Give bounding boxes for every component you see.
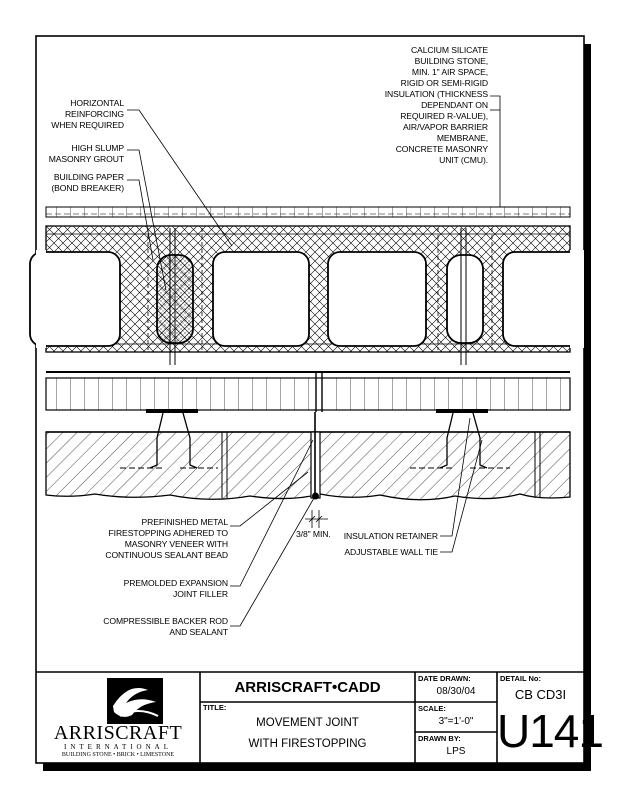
note-horizontal-reinforcing: HORIZONTAL REINFORCING WHEN REQUIRED <box>51 98 124 130</box>
drawing-title-line2: WITH FIRESTOPPING <box>248 738 367 750</box>
logo-tagline: BUILDING STONE • BRICK • LIMESTONE <box>61 752 175 758</box>
logo-wordmark: ARRISCRAFT <box>53 722 183 744</box>
dimension-joint-width: 3/8" MIN. <box>296 529 331 539</box>
detail-label: DETAIL No: <box>500 674 541 683</box>
detail-code: CB CD3I <box>514 687 567 702</box>
drawing-title-line1: MOVEMENT JOINT <box>256 717 359 729</box>
logo-subtitle: INTERNATIONAL <box>64 743 172 751</box>
note-firestopping: PREFINISHED METAL FIRESTOPPING ADHERED TO MASONRY VENEER WITH CONTINUOUS SEALANT BEAD <box>105 517 228 560</box>
note-high-slump-grout: HIGH SLUMP MASONRY GROUT <box>48 143 124 164</box>
detail-number: U141 <box>497 705 603 757</box>
drawn-by-label: DRAWN BY: <box>418 734 461 743</box>
drawn-by-value: LPS <box>446 746 466 757</box>
note-wall-tie: ADJUSTABLE WALL TIE <box>344 547 438 557</box>
note-backer-rod: COMPRESSIBLE BACKER ROD AND SEALANT <box>103 616 228 637</box>
company-name: ARRISCRAFT•CADD <box>234 679 381 696</box>
scale-value: 3"=1'-0" <box>438 716 474 727</box>
date-label: DATE DRAWN: <box>418 674 471 683</box>
date-value: 08/30/04 <box>436 686 476 697</box>
note-insulation-retainer: INSULATION RETAINER <box>343 531 438 541</box>
note-joint-filler: PREMOLDED EXPANSION JOINT FILLER <box>123 578 228 599</box>
arriscraft-logo-icon <box>107 678 163 724</box>
scale-label: SCALE: <box>418 704 446 713</box>
title-label: TITLE: <box>203 703 227 712</box>
note-building-paper: BUILDING PAPER (BOND BREAKER) <box>51 172 124 193</box>
note-backup-wall: CALCIUM SILICATE BUILDING STONE, MIN. 1" AIR SPACE, RIGID OR SEMI-RIGID INSULATION (THICKNESS DEPENDANT ON REQUIRED R-VALUE), AIR/VAPOR BARRIER MEMBRANE, CONCRETE MASONRY UNIT (CMU). <box>384 45 488 165</box>
